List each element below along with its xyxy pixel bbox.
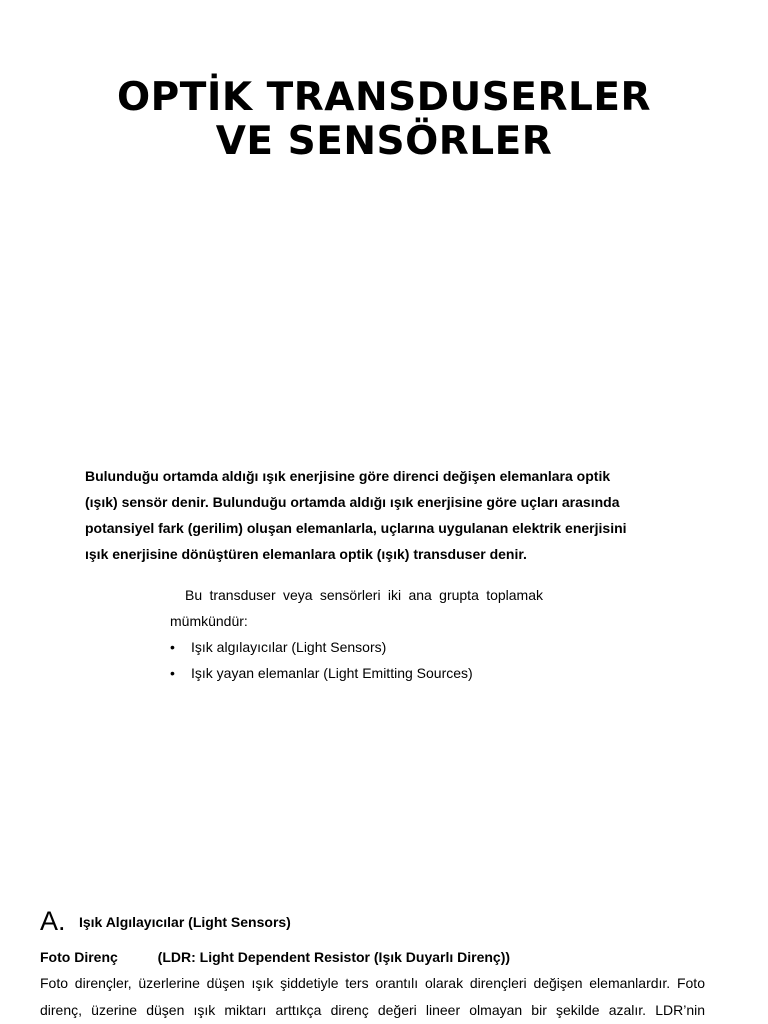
intro-paragraph [85,463,685,567]
subheading [40,949,510,965]
body-paragraph [40,970,705,1024]
list-item-text: Işık algılayıcılar (Light Sensors) [191,639,387,655]
bullet-icon: • [170,639,175,655]
groups-bullet-list [170,634,543,686]
title-line-1: OPTİK TRANSDUSERLER [116,75,652,120]
bullet-icon: • [170,665,175,681]
list-item-text: Işık yayan elemanlar (Light Emitting Sources) [191,665,473,681]
section-letter: A. [40,906,66,936]
title-line-2: VE SENSÖRLER [215,119,553,164]
intro-line: (ışık) sensör denir. Bulunduğu ortamda aldığı ışık enerjisine göre uçları arasında [85,494,620,510]
intro-line: ışık enerjisine dönüştüren elemanlara optik (ışık) transduser denir. [85,546,527,562]
section-title: Işık Algılayıcılar (Light Sensors) [78,913,291,930]
body-line: direnç, üzerine düşen ışık miktarı arttıkça direnç değeri lineer olmayan bir şekilde azalır. LDR’nin [40,1002,705,1018]
list-item [170,634,543,660]
section-heading [40,906,291,937]
groups-line: mümkündür: [170,613,248,629]
subheading-description: (LDR: Light Dependent Resistor (Işık Duyarlı Direnç)) [157,949,511,965]
intro-line: Bulunduğu ortamda aldığı ışık enerjisine göre direnci değişen elemanlara optik [85,468,611,484]
page-title [0,76,768,164]
intro-line: potansiyel fark (gerilim) oluşan elemanlarla, uçlarına uygulanan elektrik enerjisini [85,520,627,536]
list-item [170,660,543,686]
groups-line: Bu transduser veya sensörleri iki ana grupta toplamak [185,587,543,603]
body-line: Foto dirençler, üzerlerine düşen ışık şiddetiyle ters orantılı olarak dirençleri değişen elemanlardır. Foto [40,975,705,991]
subheading-label: Foto Direnç [40,949,118,965]
groups-paragraph [170,582,543,686]
